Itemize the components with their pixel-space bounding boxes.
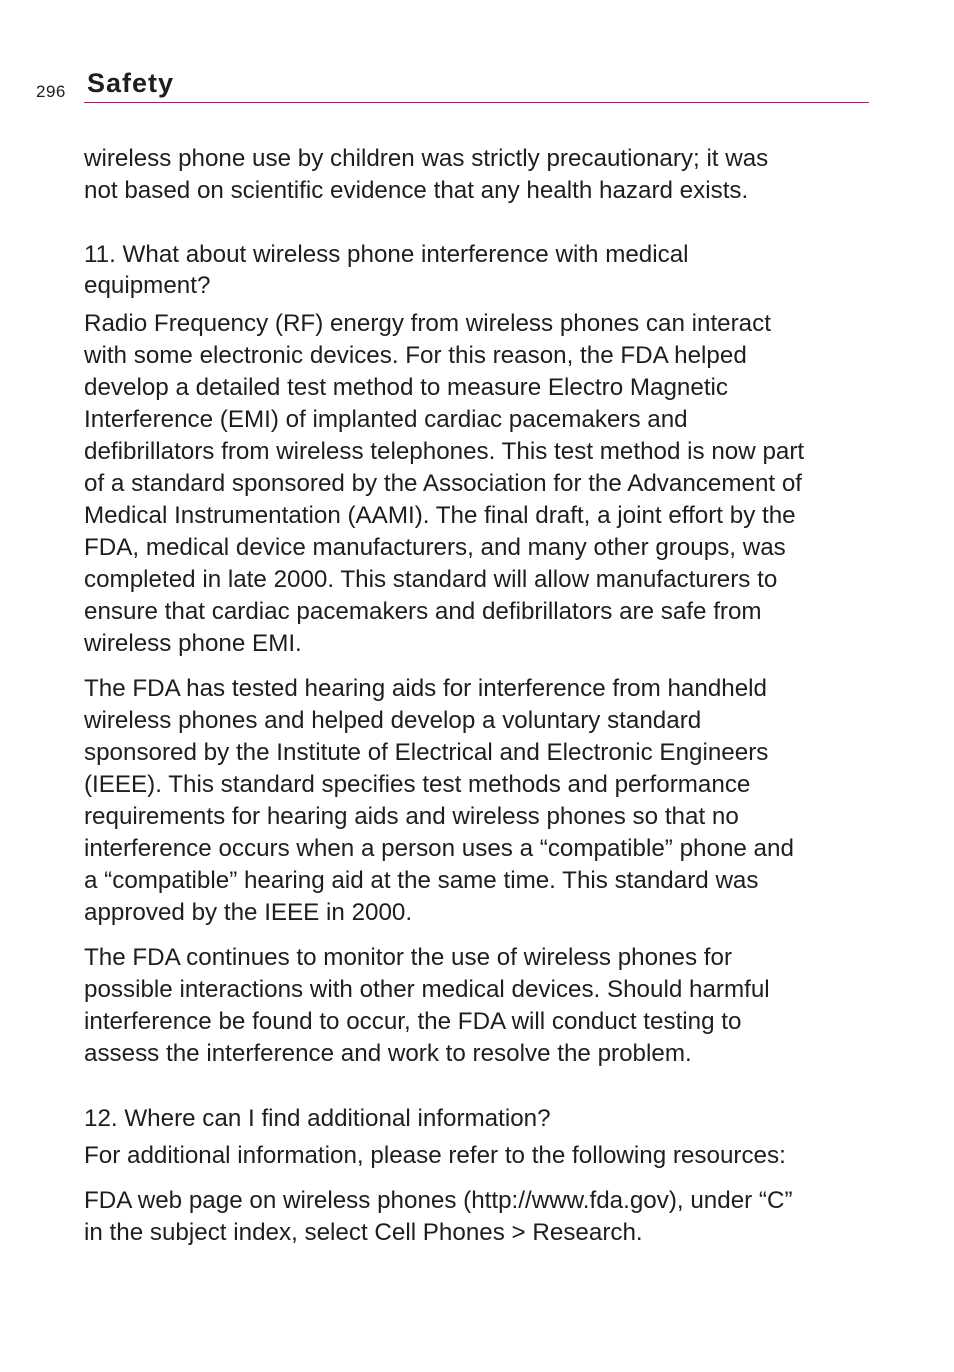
text-line: develop a detailed test method to measure Electro Magnetic [84, 374, 729, 401]
text-line: completed in late 2000. This standard will allow manufacturers to [84, 566, 778, 593]
text-line: FDA, medical device manufacturers, and many other groups, was [84, 534, 786, 561]
text-line: 11. What about wireless phone interference with medical [84, 241, 689, 268]
text-line: (IEEE). This standard specifies test methods and performance [84, 771, 751, 798]
header-rule [84, 102, 869, 103]
text-line: in the subject index, select Cell Phones > Research. [84, 1219, 643, 1246]
text-line: Radio Frequency (RF) energy from wireless phones can interact [84, 310, 771, 337]
text-line: For additional information, please refer to the following resources: [84, 1142, 786, 1169]
text-line: assess the interference and work to resolve the problem. [84, 1040, 692, 1067]
text-line: interference be found to occur, the FDA will conduct testing to [84, 1008, 742, 1035]
page-content [84, 143, 872, 1249]
text-line: requirements for hearing aids and wireless phones so that no [84, 803, 739, 830]
text-line: equipment? [84, 272, 211, 299]
page-number: 296 [36, 82, 66, 101]
text-line: not based on scientific evidence that any health hazard exists. [84, 177, 749, 204]
text-line: 12. Where can I find additional information? [84, 1105, 551, 1132]
page-header [0, 0, 954, 110]
question-11-paragraph-3 [84, 942, 872, 1070]
text-line: sponsored by the Institute of Electrical and Electronic Engineers [84, 739, 769, 766]
section-title: Safety [87, 68, 175, 98]
intro-paragraph [84, 143, 872, 207]
question-12-heading [84, 1103, 872, 1134]
question-12-paragraph-1 [84, 1140, 872, 1172]
question-11-heading [84, 239, 872, 301]
text-line: wireless phone use by children was strictly precautionary; it was [84, 145, 769, 172]
text-line: wireless phones and helped develop a voluntary standard [84, 707, 702, 734]
text-line: FDA web page on wireless phones (http://www.fda.gov), under “C” [84, 1187, 793, 1214]
text-line: Medical Instrumentation (AAMI). The final draft, a joint effort by the [84, 502, 796, 529]
text-line: The FDA continues to monitor the use of wireless phones for [84, 944, 733, 971]
text-line: defibrillators from wireless telephones. This test method is now part [84, 438, 805, 465]
text-line: interference occurs when a person uses a “compatible” phone and [84, 835, 794, 862]
text-line: ensure that cardiac pacemakers and defibrillators are safe from [84, 598, 762, 625]
text-line: Interference (EMI) of implanted cardiac pacemakers and [84, 406, 688, 433]
text-line: The FDA has tested hearing aids for interference from handheld [84, 675, 768, 702]
question-11-paragraph-1 [84, 308, 872, 660]
question-11-paragraph-2 [84, 673, 872, 929]
text-line: approved by the IEEE in 2000. [84, 899, 413, 926]
text-line: of a standard sponsored by the Association for the Advancement of [84, 470, 803, 497]
text-line: with some electronic devices. For this reason, the FDA helped [84, 342, 747, 369]
question-12-paragraph-2 [84, 1185, 872, 1249]
text-line: wireless phone EMI. [84, 630, 302, 657]
text-line: possible interactions with other medical devices. Should harmful [84, 976, 770, 1003]
text-line: a “compatible” hearing aid at the same time. This standard was [84, 867, 759, 894]
